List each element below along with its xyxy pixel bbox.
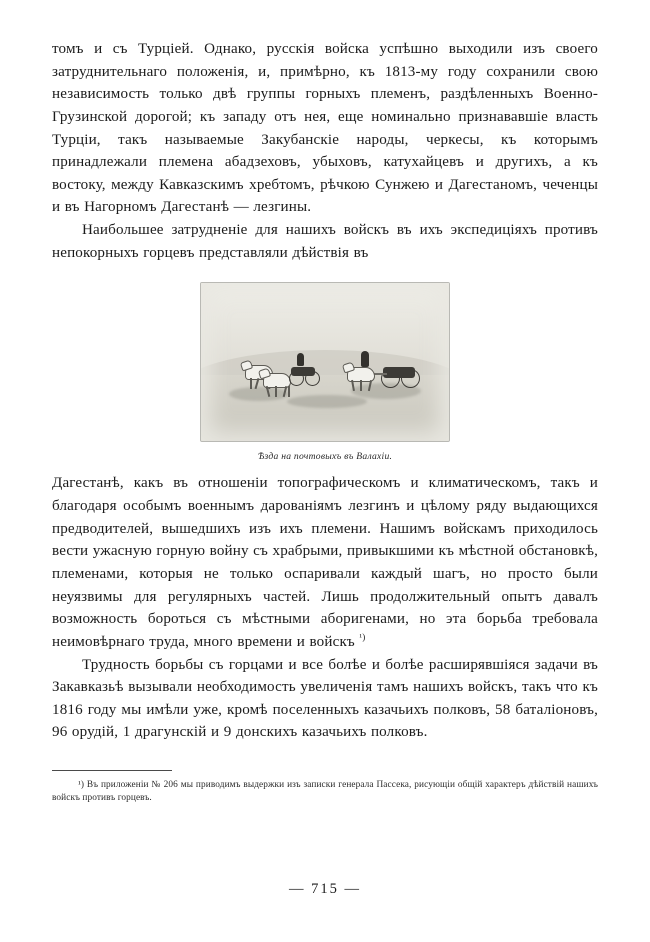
page-number: — 715 — [289,881,361,897]
figure-vignette [201,283,449,441]
paragraph-2: Наибольшее затрудненіе для нашихъ войскъ въ ихъ экспедиціяхъ противъ непокорныхъ горцевъ представляли дѣйствія въ [52,222,598,261]
paragraph-3-text: Дагестанѣ, какъ въ отношеніи топографическомъ и климатическомъ, такъ и благодаря особымъ военнымъ дарованіямъ лезгинъ и цѣлому ряду выдающихся предводителей, вышедшихъ изъ ихъ племени. Нашимъ войскамъ приходилось вести ужасную горную войну съ храбрыми, привыкшими къ мѣстной обстановкѣ, племенами, которыя не только оспаривали каждый шагъ, но просто были неуязвимы для регулярныхъ частей. Лишь продолжительный опытъ давалъ возможность бороться съ мѣстными аборигенами, но эта борьба требовала неимовѣрнаго труда, много времени и войскъ [52,475,598,650]
paragraph-3 [52,472,598,653]
paragraph-4: Трудность борьбы съ горцами и все болѣе и болѣе расширявшіяся задачи въ Закавказьѣ вызывали необходимость увеличенія тамъ нашихъ войскъ, такъ что къ 1816 году мы имѣли уже, кромѣ поселенныхъ казачьихъ полковъ, 58 баталіоновъ, 96 орудій, 1 драгунскій и 9 донскихъ казачьихъ полковъ. [52,656,598,741]
figure-block [52,282,598,462]
footnote-separator [52,770,172,771]
engraving-post-carriage-wallachia [200,282,450,442]
footnote-reference: ¹) [359,631,366,642]
footnote-text: ¹) Въ приложеніи № 206 мы приводимъ выдержки изъ записки генерала Пассека, рисующіи общій характеръ дѣйствій нашихъ войскъ противъ горцевъ. [52,780,598,804]
paragraph-1: томъ и съ Турціей. Однако, русскія войска успѣшно выходили изъ своего затруднительнаго положенія, и, примѣрно, къ 1813-му году сохранили свою независимость только двѣ группы горныхъ племенъ, раздѣленныхъ Военно-Грузинской дорогой; къ западу отъ нея, еще номинально признававшіе власть Турціи, такъ называемые Закубанскіе народы, черкесы, къ которымъ принадлежали племена абадзеховъ, убыховъ, катухайцевъ и другихъ, а къ востоку, между Кавказскимъ хребтомъ, рѣчкою Сунжею и Дагестаномъ, чеченцы и въ Нагорномъ Дагестанѣ — лезгины. [52,41,598,216]
figure-caption: Ѣзда на почтовыхъ въ Валахіи. [257,451,393,463]
